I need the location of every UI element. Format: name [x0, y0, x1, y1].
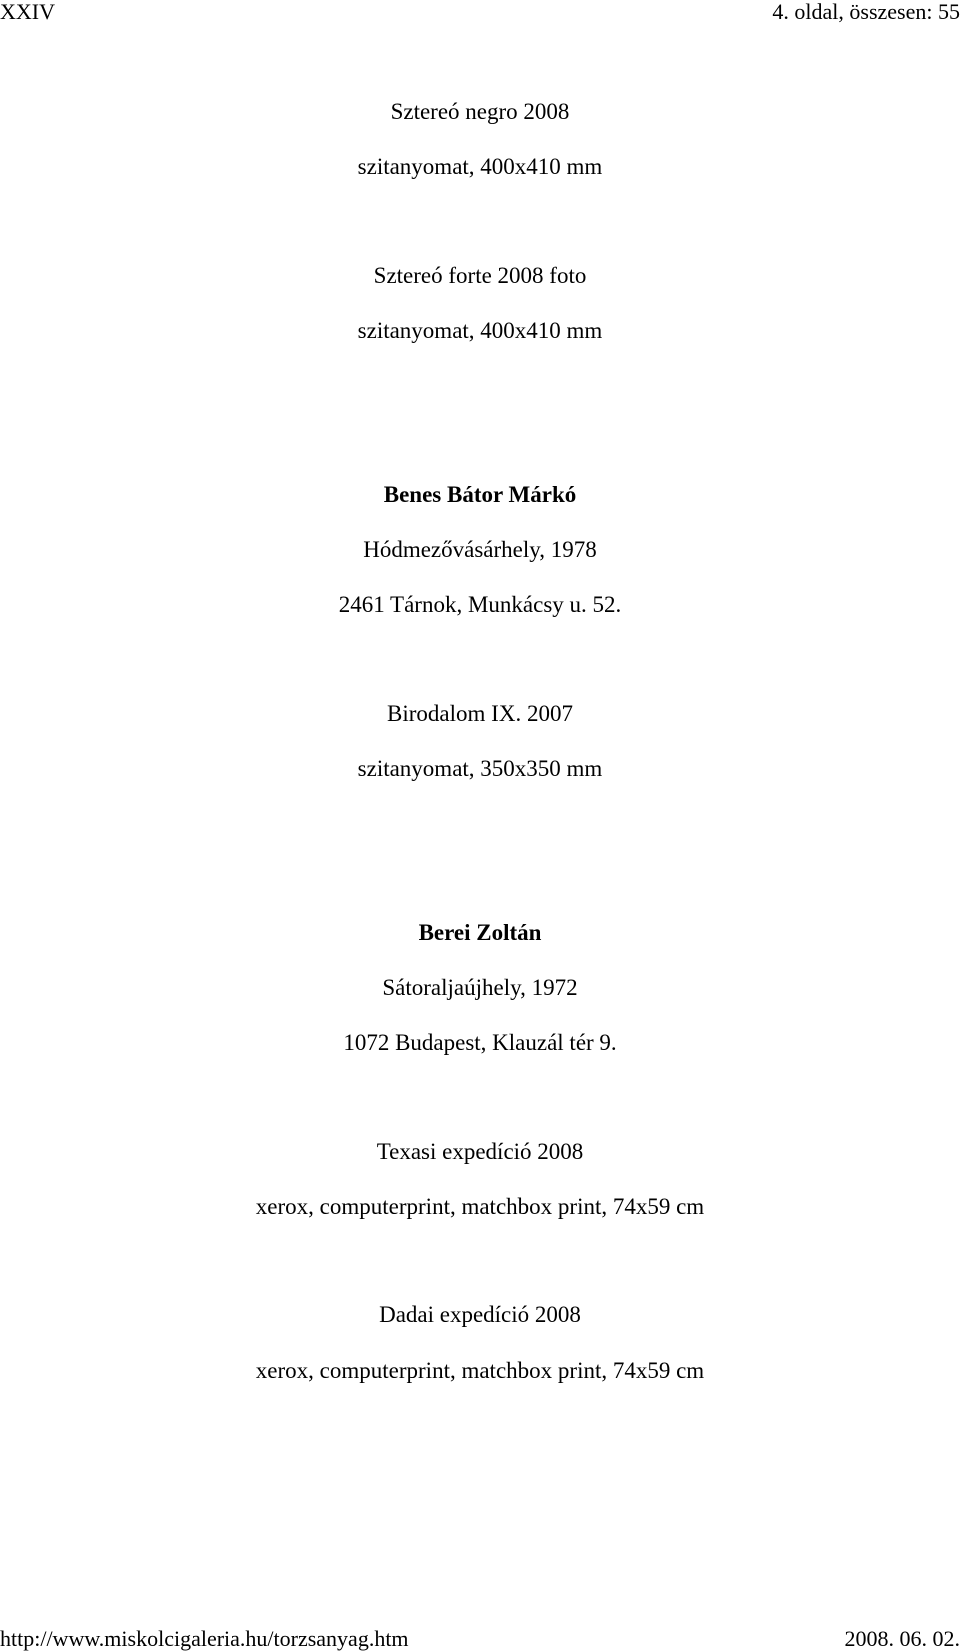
artist-name: Benes Bátor Márkó	[383, 482, 577, 507]
artist-name: Berei Zoltán	[418, 920, 542, 945]
work-detail: xerox, computerprint, matchbox print, 74x59 cm	[255, 1194, 705, 1219]
work-detail: szitanyomat, 400x410 mm	[357, 154, 603, 179]
work-detail: szitanyomat, 400x410 mm	[357, 318, 603, 343]
artist-birth: Sátoraljaújhely, 1972	[382, 975, 578, 1000]
work-detail: szitanyomat, 350x350 mm	[357, 756, 603, 781]
work-title: Texasi expedíció 2008	[376, 1139, 584, 1164]
work-title: Sztereó forte 2008 foto	[373, 263, 587, 288]
artist-birth: Hódmezővásárhely, 1978	[363, 537, 597, 562]
artist-address: 1072 Budapest, Klauzál tér 9.	[343, 1030, 617, 1055]
work-title: Birodalom IX. 2007	[387, 701, 573, 726]
page-header	[0, 0, 960, 24]
page-footer	[0, 1627, 960, 1652]
work-detail: xerox, computerprint, matchbox print, 74x59 cm	[255, 1358, 705, 1383]
page-roman-numeral: XXIV	[0, 0, 55, 24]
work-title: Dadai expedíció 2008	[379, 1302, 581, 1327]
page-number: 4. oldal, összesen: 55	[772, 0, 960, 24]
artist-address: 2461 Tárnok, Munkácsy u. 52.	[338, 592, 622, 617]
source-url-link[interactable]: http://www.miskolcigaleria.hu/torzsanyag.htm	[0, 1626, 409, 1651]
print-date: 2008. 06. 02.	[844, 1626, 960, 1651]
work-title: Sztereó negro 2008	[390, 99, 570, 124]
